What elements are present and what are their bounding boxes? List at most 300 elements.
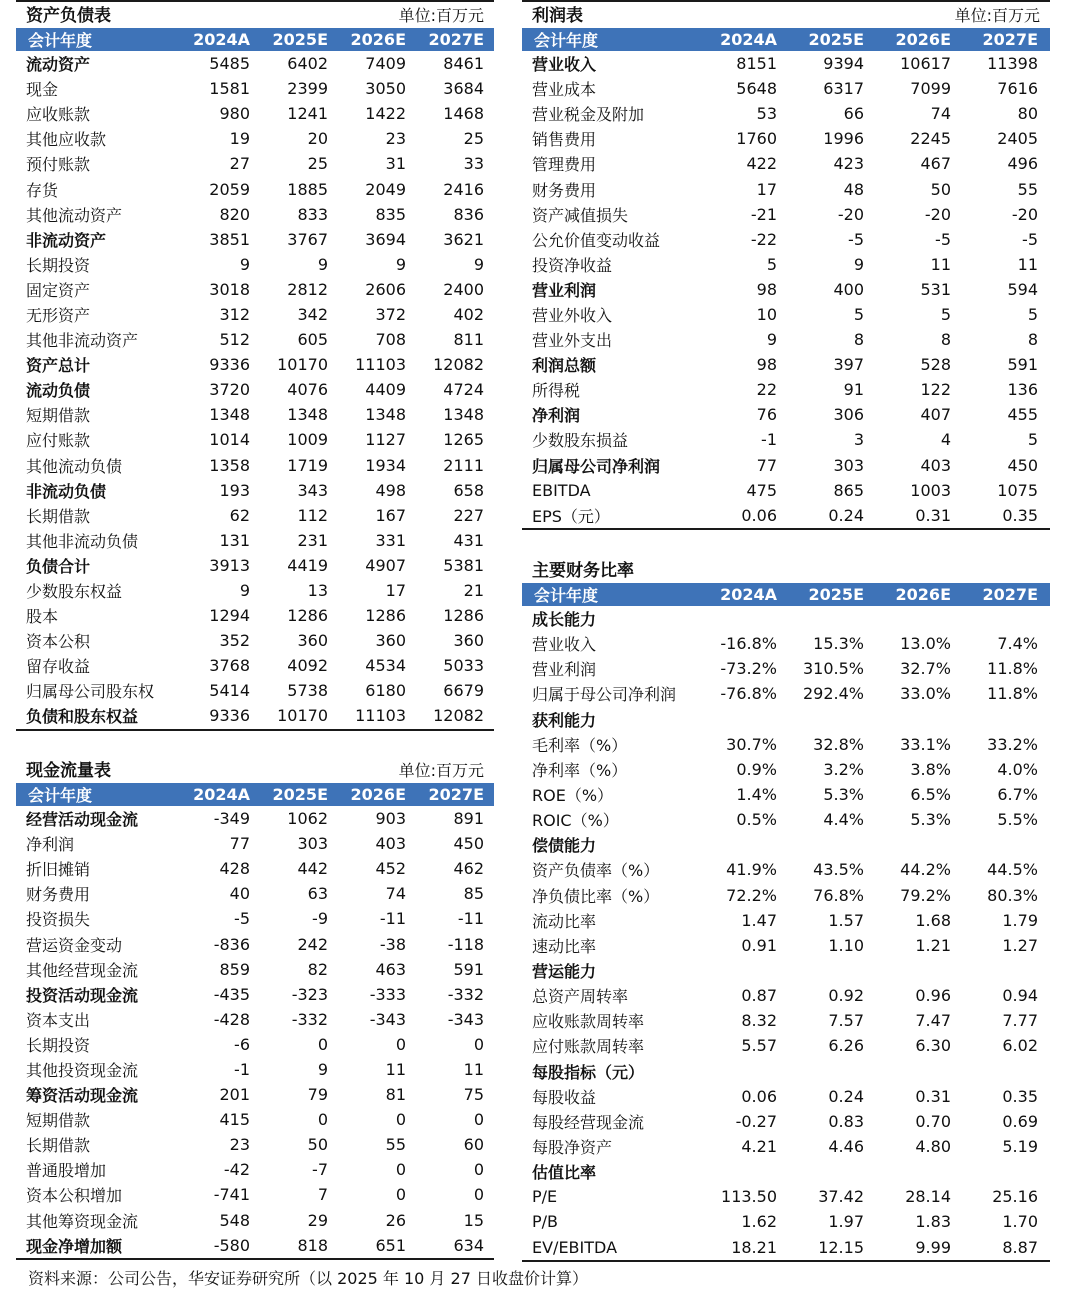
row-label: 流动负债 <box>26 381 91 401</box>
income-statement-panel <box>522 0 1050 530</box>
balance-sheet-rows <box>16 51 494 731</box>
row-value: 0.5% <box>736 810 777 830</box>
row-value: 1934 <box>365 455 406 475</box>
row-value: 0.24 <box>828 505 864 525</box>
row-value: 76 <box>756 405 777 425</box>
row-label: 长期投资 <box>26 255 91 275</box>
row-value: 6.7% <box>997 785 1038 805</box>
table-row <box>16 252 494 277</box>
row-value: 3 <box>853 430 864 450</box>
row-label: 少数股东权益 <box>26 582 123 602</box>
row-value: 0 <box>317 1110 328 1130</box>
row-value: 455 <box>1007 405 1038 425</box>
row-value: 651 <box>375 1235 406 1255</box>
header-year-2026e: 2026E <box>350 785 406 804</box>
header-year-2025e: 2025E <box>808 30 864 49</box>
income-statement-title: 利润表 <box>532 6 583 26</box>
table-row <box>16 931 494 956</box>
table-section-row <box>522 1059 1050 1084</box>
row-value: 980 <box>219 104 250 124</box>
table-row <box>16 1057 494 1082</box>
row-value: 15 <box>463 1210 484 1230</box>
row-value: 1.70 <box>1002 1212 1038 1232</box>
row-label: 营业利润 <box>532 280 597 300</box>
row-label: 财务费用 <box>532 180 597 200</box>
row-label: 无形资产 <box>26 305 91 325</box>
row-value: 112 <box>297 505 328 525</box>
row-value: 0.31 <box>915 1086 951 1106</box>
table-row <box>16 628 494 653</box>
row-value: -118 <box>447 934 484 954</box>
table-row <box>16 151 494 176</box>
row-value: 1014 <box>209 430 250 450</box>
row-label: 归属母公司净利润 <box>532 456 661 476</box>
cash-flow-title: 现金流量表 <box>26 761 111 781</box>
table-row <box>16 76 494 101</box>
ratios-panel <box>522 557 1050 1262</box>
row-value: 22 <box>756 380 777 400</box>
row-value: 0 <box>473 1110 484 1130</box>
row-label: 折旧摊销 <box>26 860 91 880</box>
row-value: -836 <box>213 934 250 954</box>
row-label: 流动比率 <box>532 911 597 931</box>
row-value: 0 <box>395 1185 406 1205</box>
row-value: 2399 <box>287 79 328 99</box>
table-row <box>522 151 1050 176</box>
row-label: 应收账款 <box>26 105 91 125</box>
row-label: 销售费用 <box>532 130 597 150</box>
row-value: 11103 <box>355 355 406 375</box>
row-value: 403 <box>375 834 406 854</box>
row-value: 2400 <box>443 279 484 299</box>
table-section-row <box>522 277 1050 302</box>
row-value: 32.8% <box>813 734 864 754</box>
table-row <box>16 603 494 628</box>
header-year-2026e: 2026E <box>895 30 951 49</box>
row-value: 48 <box>843 179 864 199</box>
row-value: 10617 <box>900 54 951 74</box>
row-value: 8 <box>1027 330 1038 350</box>
ratios-header <box>522 583 1050 606</box>
row-value: 2416 <box>443 179 484 199</box>
row-label: 应付账款周转率 <box>532 1037 645 1057</box>
row-value: -22 <box>750 229 777 249</box>
table-row <box>522 377 1050 402</box>
header-label: 会计年度 <box>28 786 93 805</box>
row-label: 预付账款 <box>26 155 91 175</box>
row-label: ROE（%） <box>532 786 614 806</box>
table-row <box>16 101 494 126</box>
row-value: 9336 <box>209 355 250 375</box>
row-value: 1003 <box>910 480 951 500</box>
row-value: 5.5% <box>997 810 1038 830</box>
row-value: 400 <box>833 279 864 299</box>
row-value: -16.8% <box>720 634 777 654</box>
row-value: 4.80 <box>915 1137 951 1157</box>
table-row <box>16 881 494 906</box>
row-label: 存货 <box>26 180 59 200</box>
row-label: 留存收益 <box>26 657 91 677</box>
table-section-row <box>16 1082 494 1107</box>
row-value: 0 <box>473 1185 484 1205</box>
row-value: 136 <box>1007 380 1038 400</box>
row-value: 12082 <box>433 706 484 726</box>
table-section-row <box>522 832 1050 857</box>
row-value: 402 <box>453 304 484 324</box>
row-value: -20 <box>924 204 951 224</box>
row-value: 6.26 <box>828 1036 864 1056</box>
row-value: 11103 <box>355 706 406 726</box>
row-value: 5 <box>766 254 777 274</box>
row-label: 长期借款 <box>26 506 91 526</box>
row-value: 3.2% <box>823 759 864 779</box>
row-value: -11 <box>379 909 406 929</box>
table-row <box>522 732 1050 757</box>
table-row <box>16 453 494 478</box>
row-value: 1468 <box>443 104 484 124</box>
row-value: -343 <box>447 1009 484 1029</box>
row-label: 非流动资产 <box>26 230 107 250</box>
row-value: 82 <box>307 959 328 979</box>
row-value: 1.68 <box>915 910 951 930</box>
row-value: -11 <box>457 909 484 929</box>
row-value: 594 <box>1007 279 1038 299</box>
row-label: 净利润 <box>532 406 581 426</box>
row-value: 44.2% <box>900 860 951 880</box>
row-value: 865 <box>833 480 864 500</box>
row-value: 3913 <box>209 555 250 575</box>
row-value: 1.27 <box>1002 935 1038 955</box>
row-value: 0.24 <box>828 1086 864 1106</box>
row-value: 1422 <box>365 104 406 124</box>
row-value: 6402 <box>287 54 328 74</box>
row-value: 167 <box>375 505 406 525</box>
row-value: 428 <box>219 859 250 879</box>
row-label: 负债合计 <box>26 556 91 576</box>
row-label: 其他应收款 <box>26 130 107 150</box>
row-value: 15.3% <box>813 634 864 654</box>
table-row <box>16 503 494 528</box>
row-value: 1.83 <box>915 1212 951 1232</box>
row-value: 6679 <box>443 681 484 701</box>
row-label: 其他筹资现金流 <box>26 1211 139 1231</box>
row-value: 3684 <box>443 79 484 99</box>
header-year-2027e: 2027E <box>428 785 484 804</box>
row-value: 463 <box>375 959 406 979</box>
row-value: 531 <box>920 279 951 299</box>
row-value: 303 <box>297 834 328 854</box>
row-value: 2111 <box>443 455 484 475</box>
row-label: EBITDA <box>532 480 591 500</box>
table-row <box>522 302 1050 327</box>
table-row <box>16 831 494 856</box>
row-value: -435 <box>213 984 250 1004</box>
row-label: 每股收益 <box>532 1087 597 1107</box>
row-value: 403 <box>920 455 951 475</box>
row-value: 91 <box>843 380 864 400</box>
row-value: 1.47 <box>741 910 777 930</box>
balance-sheet-header <box>16 28 494 51</box>
row-value: 0 <box>395 1160 406 1180</box>
table-row <box>522 1109 1050 1134</box>
row-value: 343 <box>297 480 328 500</box>
row-value: 4.46 <box>828 1137 864 1157</box>
row-value: 98 <box>756 355 777 375</box>
row-value: 7.57 <box>828 1011 864 1031</box>
row-value: 5485 <box>209 54 250 74</box>
row-value: 8461 <box>443 54 484 74</box>
row-value: 28.14 <box>905 1187 951 1207</box>
table-section-row <box>522 453 1050 478</box>
table-row <box>16 906 494 931</box>
row-value: 27 <box>229 154 250 174</box>
row-value: 29 <box>307 1210 328 1230</box>
row-value: 452 <box>375 859 406 879</box>
row-value: -20 <box>1011 204 1038 224</box>
row-value: 634 <box>453 1235 484 1255</box>
table-row <box>16 202 494 227</box>
row-value: 1062 <box>287 809 328 829</box>
table-row <box>16 1107 494 1132</box>
row-value: 2812 <box>287 279 328 299</box>
row-value: 5.57 <box>741 1036 777 1056</box>
balance-sheet-title: 资产负债表 <box>26 6 111 26</box>
row-value: -9 <box>312 909 328 929</box>
row-value: 312 <box>219 304 250 324</box>
row-value: 0 <box>473 1160 484 1180</box>
row-value: 342 <box>297 304 328 324</box>
row-value: 903 <box>375 809 406 829</box>
row-label: 短期借款 <box>26 1111 91 1131</box>
table-row <box>16 126 494 151</box>
row-value: 74 <box>385 884 406 904</box>
row-label: 固定资产 <box>26 280 91 300</box>
cash-flow-unit: 单位:百万元 <box>398 761 484 780</box>
ratios-rows <box>522 606 1050 1262</box>
row-label: 资本公积增加 <box>26 1186 123 1206</box>
row-value: 23 <box>229 1135 250 1155</box>
row-value: 9.99 <box>915 1237 951 1257</box>
row-value: 591 <box>1007 355 1038 375</box>
row-label: 应收账款周转率 <box>532 1012 645 1032</box>
row-value: 303 <box>833 455 864 475</box>
row-value: 231 <box>297 530 328 550</box>
table-section-row <box>16 478 494 503</box>
row-value: 0.35 <box>1002 1086 1038 1106</box>
row-label: 所得税 <box>532 381 581 401</box>
row-value: -7 <box>312 1160 328 1180</box>
row-value: 6.30 <box>915 1036 951 1056</box>
table-row <box>522 252 1050 277</box>
row-value: -580 <box>213 1235 250 1255</box>
cash-flow-title-bar <box>16 757 494 783</box>
table-row <box>16 327 494 352</box>
table-row <box>522 631 1050 656</box>
row-value: 79.2% <box>900 885 951 905</box>
row-value: 475 <box>746 480 777 500</box>
row-value: 98 <box>756 279 777 299</box>
row-value: 50 <box>307 1135 328 1155</box>
row-value: 8 <box>853 330 864 350</box>
row-value: 2245 <box>910 129 951 149</box>
row-value: 1009 <box>287 430 328 450</box>
row-value: 1.79 <box>1002 910 1038 930</box>
row-label: 管理费用 <box>532 155 597 175</box>
row-value: 11 <box>1017 254 1038 274</box>
row-value: -332 <box>447 984 484 1004</box>
ratios-title-bar <box>522 557 1050 583</box>
row-label: 现金 <box>26 80 59 100</box>
table-row <box>16 578 494 603</box>
row-value: 331 <box>375 530 406 550</box>
row-value: 7.4% <box>997 634 1038 654</box>
row-value: 818 <box>297 1235 328 1255</box>
row-value: 1286 <box>443 606 484 626</box>
row-value: 6.02 <box>1002 1036 1038 1056</box>
row-value: 498 <box>375 480 406 500</box>
row-value: 37.42 <box>818 1187 864 1207</box>
row-value: 75 <box>463 1085 484 1105</box>
row-label: 资本公积 <box>26 632 91 652</box>
row-value: 5033 <box>443 656 484 676</box>
row-label: 每股净资产 <box>532 1138 613 1158</box>
row-value: 66 <box>843 104 864 124</box>
row-value: 891 <box>453 809 484 829</box>
row-value: -5 <box>1022 229 1038 249</box>
row-label: EPS（元） <box>532 506 610 526</box>
row-value: 4.0% <box>997 759 1038 779</box>
balance-sheet-panel <box>16 0 494 731</box>
row-value: -333 <box>369 984 406 1004</box>
cash-flow-rows <box>16 806 494 1260</box>
row-label: 普通股增加 <box>26 1161 107 1181</box>
row-label: ROIC（%） <box>532 811 619 831</box>
table-row <box>16 1157 494 1182</box>
row-value: 33.1% <box>900 734 951 754</box>
row-value: 1.10 <box>828 935 864 955</box>
row-value: 3018 <box>209 279 250 299</box>
row-value: 5 <box>940 304 951 324</box>
table-section-row <box>522 51 1050 76</box>
row-value: 3851 <box>209 229 250 249</box>
row-label: 筹资活动现金流 <box>26 1086 139 1106</box>
header-year-2024a: 2024A <box>193 785 250 804</box>
row-value: 8.32 <box>741 1011 777 1031</box>
row-value: 407 <box>920 405 951 425</box>
header-label: 会计年度 <box>534 586 599 605</box>
row-label: 归属于母公司净利润 <box>532 685 677 705</box>
row-label: 每股经营现金流 <box>532 1112 645 1132</box>
row-value: -20 <box>837 204 864 224</box>
row-value: 6180 <box>365 681 406 701</box>
row-value: 360 <box>375 631 406 651</box>
row-value: 496 <box>1007 154 1038 174</box>
row-value: 3.8% <box>910 759 951 779</box>
row-value: -38 <box>379 934 406 954</box>
row-value: 17 <box>756 179 777 199</box>
row-value: 833 <box>297 204 328 224</box>
row-label: 应付账款 <box>26 431 91 451</box>
row-value: 1719 <box>287 455 328 475</box>
row-value: 7.47 <box>915 1011 951 1031</box>
row-value: 4534 <box>365 656 406 676</box>
row-value: 8.87 <box>1002 1237 1038 1257</box>
row-value: 55 <box>1017 179 1038 199</box>
row-value: 13.0% <box>900 634 951 654</box>
row-value: 0 <box>317 1034 328 1054</box>
row-value: 4419 <box>287 555 328 575</box>
table-row <box>522 681 1050 706</box>
row-value: 41.9% <box>726 860 777 880</box>
row-value: 12.15 <box>818 1237 864 1257</box>
row-value: 360 <box>453 631 484 651</box>
row-value: 40 <box>229 884 250 904</box>
header-year-2025e: 2025E <box>272 785 328 804</box>
table-section-row <box>16 982 494 1007</box>
row-value: 0.94 <box>1002 986 1038 1006</box>
table-row <box>522 227 1050 252</box>
row-value: 835 <box>375 204 406 224</box>
row-value: 310.5% <box>802 659 864 679</box>
row-label: 估值比率 <box>532 1163 597 1183</box>
row-label: EV/EBITDA <box>532 1237 618 1257</box>
row-value: 7 <box>317 1185 328 1205</box>
table-row <box>16 176 494 201</box>
row-value: 1348 <box>365 405 406 425</box>
row-value: 10170 <box>277 355 328 375</box>
row-value: 77 <box>756 455 777 475</box>
table-row <box>522 427 1050 452</box>
table-section-row <box>522 1159 1050 1184</box>
row-value: 3050 <box>365 79 406 99</box>
row-value: 5.3% <box>823 785 864 805</box>
row-label: 股本 <box>26 607 59 627</box>
row-label: 其他投资现金流 <box>26 1060 139 1080</box>
row-value: 1.4% <box>736 785 777 805</box>
row-value: 2405 <box>997 129 1038 149</box>
row-value: 2059 <box>209 179 250 199</box>
row-value: 74 <box>930 104 951 124</box>
row-label: 净负债比率（%） <box>532 886 660 906</box>
header-label: 会计年度 <box>534 31 599 50</box>
row-value: 33.2% <box>987 734 1038 754</box>
row-value: 292.4% <box>802 684 864 704</box>
source-note: 资料来源：公司公告，华安证券研究所（以 2025 年 10 月 27 日收盘价计算） <box>28 1269 588 1288</box>
header-year-2024a: 2024A <box>193 30 250 49</box>
row-value: 9 <box>853 254 864 274</box>
row-value: 0.70 <box>915 1111 951 1131</box>
row-value: 708 <box>375 330 406 350</box>
row-value: -332 <box>291 1009 328 1029</box>
row-value: 4724 <box>443 380 484 400</box>
row-label: 营业成本 <box>532 80 597 100</box>
row-value: 32.7% <box>900 659 951 679</box>
row-value: -73.2% <box>720 659 777 679</box>
table-row <box>522 202 1050 227</box>
row-value: 1075 <box>997 480 1038 500</box>
row-value: 44.5% <box>987 860 1038 880</box>
table-row <box>522 76 1050 101</box>
row-value: 462 <box>453 859 484 879</box>
row-value: 0 <box>473 1034 484 1054</box>
row-value: -6 <box>234 1034 250 1054</box>
row-value: 836 <box>453 204 484 224</box>
row-label: 营运资金变动 <box>26 935 123 955</box>
row-value: 3694 <box>365 229 406 249</box>
row-value: 9394 <box>823 54 864 74</box>
row-value: 1358 <box>209 455 250 475</box>
row-label: 营业利润 <box>532 660 597 680</box>
